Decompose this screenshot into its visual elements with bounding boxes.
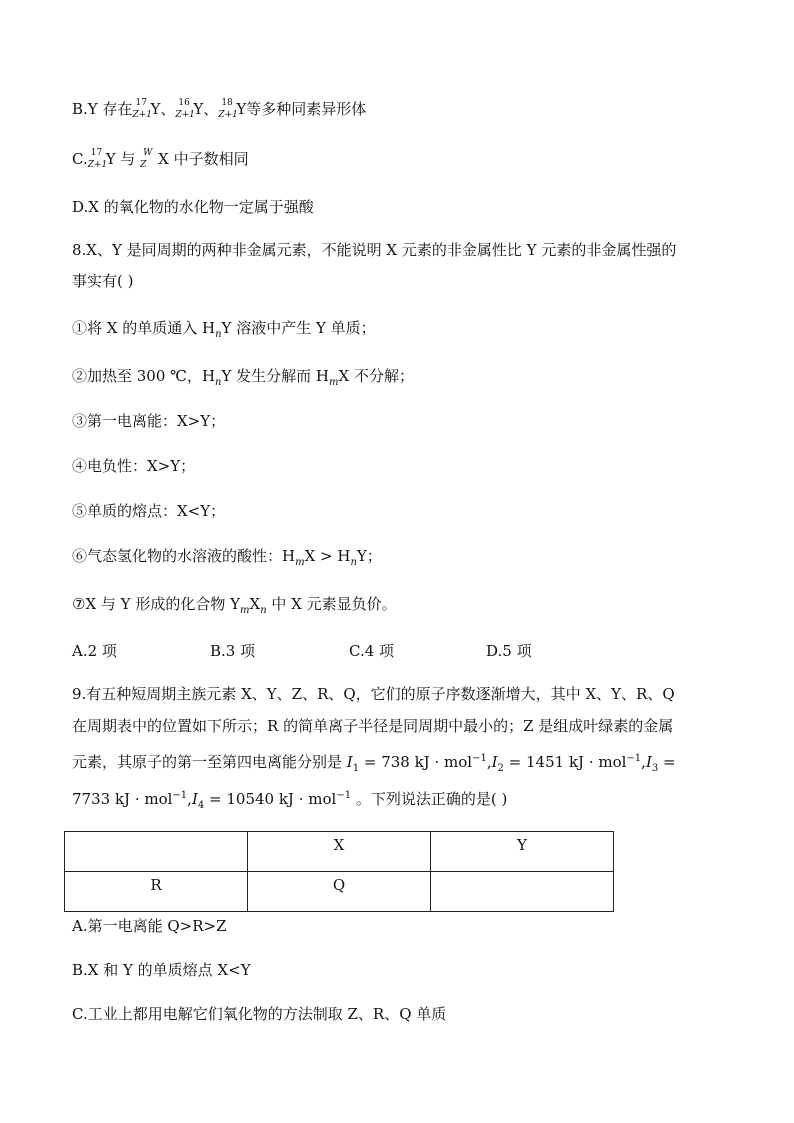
i2-exp: −1	[626, 753, 642, 764]
option-b-suffix: 等多种同素异形体	[246, 100, 367, 118]
i4-sub: 4	[197, 800, 205, 811]
s1-sub: n	[215, 329, 222, 340]
q8-option-d: D.5 项	[486, 642, 532, 660]
s6-pre: ⑥气态氢化物的水溶液的酸性：H	[72, 547, 296, 565]
table-cell: X	[248, 832, 431, 872]
i3-sub: 3	[651, 763, 659, 774]
c-iso1-element: Y	[105, 150, 116, 168]
c-iso2-element: X	[158, 150, 169, 168]
sep-2: 、	[203, 100, 219, 118]
i3-symbol: I	[645, 753, 652, 771]
q8-statement-5: ⑤单质的熔点：X<Y；	[72, 502, 226, 520]
s6-mid: X > H	[304, 547, 351, 565]
comma-3: ,	[187, 790, 192, 808]
table-row	[65, 872, 614, 912]
q9-stem-line-2: 在周期表中的位置如下所示；R 的简单离子半径是同周期中最小的；Z 是组成叶绿素的金属	[72, 717, 674, 735]
i4-exp: −1	[336, 790, 352, 801]
q9-option-c: C.工业上都用电解它们氧化物的方法制取 Z、R、Q 单质	[72, 1005, 447, 1023]
s6-sub1: m	[295, 557, 305, 568]
s2-mid: Y 发生分解而 H	[221, 367, 330, 385]
isotope-1	[132, 100, 150, 120]
i1-exp: −1	[472, 753, 487, 764]
s6-sub2: n	[350, 557, 357, 568]
iso1-number: Z+1	[132, 110, 152, 120]
iso3-mass: 18	[221, 98, 233, 108]
s7-sub1: m	[240, 605, 250, 616]
option-c-mid: 与	[115, 150, 141, 168]
iso3-element: Y	[236, 100, 247, 118]
q8-statement-1	[72, 318, 376, 345]
i4-symbol: I	[191, 790, 198, 808]
q8-statement-3: ③第一电离能：X>Y；	[72, 412, 226, 430]
table-cell: Y	[431, 832, 614, 872]
q9-l3-pre: 元素，其原子的第一至第四电离能分别是	[72, 753, 347, 771]
q8-option-c: C.4 项	[349, 642, 395, 660]
q8-stem-line-2: 事实有( )	[72, 272, 134, 290]
q8-options	[72, 641, 722, 661]
comma-2: ,	[641, 753, 646, 771]
s7-mid: X	[249, 595, 261, 613]
table-row	[65, 832, 614, 872]
q9-option-b: B.X 和 Y 的单质熔点 X<Y	[72, 961, 251, 979]
periodic-position-table	[64, 831, 614, 912]
q9-stem-line-4	[72, 786, 507, 816]
s7-pre: ⑦X 与 Y 形成的化合物 Y	[72, 595, 241, 613]
iso2-element: Y	[193, 100, 204, 118]
s2-sub2: m	[329, 377, 339, 388]
option-c	[72, 149, 249, 170]
s2-sub1: n	[215, 377, 222, 388]
iso2-number: Z+1	[175, 110, 195, 120]
q9-option-a: A.第一电离能 Q>R>Z	[72, 917, 227, 935]
option-c-isotope-2	[140, 150, 158, 170]
q8-stem-line-1: 8.X、Y 是同周期的两种非金属元素，不能说明 X 元素的非金属性比 Y 元素的非金属性强的	[72, 241, 677, 259]
q8-statement-6	[72, 546, 382, 573]
i2-value: = 1451 kJ · mol	[503, 753, 627, 771]
q8-statement-2	[72, 366, 414, 393]
i3-exp: −1	[172, 790, 188, 801]
q8-option-b: B.3 项	[210, 642, 256, 660]
i4-value: = 10540 kJ · mol	[204, 790, 337, 808]
q9-l4-post: 。下列说法正确的是( )	[351, 790, 508, 808]
s6-post: Y；	[356, 547, 382, 565]
s1-post: Y 溶液中产生 Y 单质；	[221, 319, 376, 337]
q8-option-a: A.2 项	[72, 642, 117, 660]
q8-statement-7	[72, 594, 397, 621]
i1-symbol: I	[346, 753, 353, 771]
option-d: D.X 的氧化物的水化物一定属于强酸	[72, 198, 314, 216]
option-c-prefix: C.	[72, 150, 88, 168]
iso3-number: Z+1	[218, 110, 238, 120]
table-cell: R	[65, 872, 248, 912]
q8-statement-4: ④电负性：X>Y；	[72, 457, 196, 475]
isotope-2	[175, 100, 193, 120]
i2-symbol: I	[491, 753, 498, 771]
i1-sub: 1	[352, 763, 360, 774]
s7-sub2: n	[260, 605, 267, 616]
c-iso2-mass: W	[143, 148, 153, 158]
iso2-mass: 16	[178, 98, 190, 108]
option-b	[72, 99, 366, 120]
option-c-isotope-1	[88, 150, 106, 170]
s2-pre: ②加热至 300 ℃，H	[72, 367, 216, 385]
i3-value: 7733 kJ · mol	[72, 790, 173, 808]
sep-1: 、	[160, 100, 176, 118]
option-b-prefix: B.Y 存在	[72, 100, 133, 118]
q9-stem-line-3	[72, 749, 676, 779]
table-cell	[65, 832, 248, 872]
table-cell: Q	[248, 872, 431, 912]
s2-post: X 不分解；	[338, 367, 414, 385]
s1-pre: ①将 X 的单质通入 H	[72, 319, 216, 337]
iso1-mass: 17	[135, 98, 147, 108]
option-c-suffix: 中子数相同	[168, 150, 249, 168]
isotope-3	[218, 100, 236, 120]
s7-post: 中 X 元素显负价。	[266, 595, 397, 613]
comma-1: ,	[486, 753, 492, 771]
c-iso1-mass: 17	[90, 148, 103, 158]
c-iso1-number: Z+1	[87, 160, 108, 170]
q9-stem-line-1: 9.有五种短周期主族元素 X、Y、Z、R、Q，它们的原子序数逐渐增大，其中 X、Y、R、Q	[72, 685, 675, 703]
i3-eq: =	[658, 753, 676, 771]
iso1-element: Y	[150, 100, 161, 118]
table-cell	[431, 872, 614, 912]
i2-sub: 2	[497, 763, 504, 774]
i1-value: = 738 kJ · mol	[359, 753, 473, 771]
c-iso2-number: Z	[140, 160, 147, 170]
